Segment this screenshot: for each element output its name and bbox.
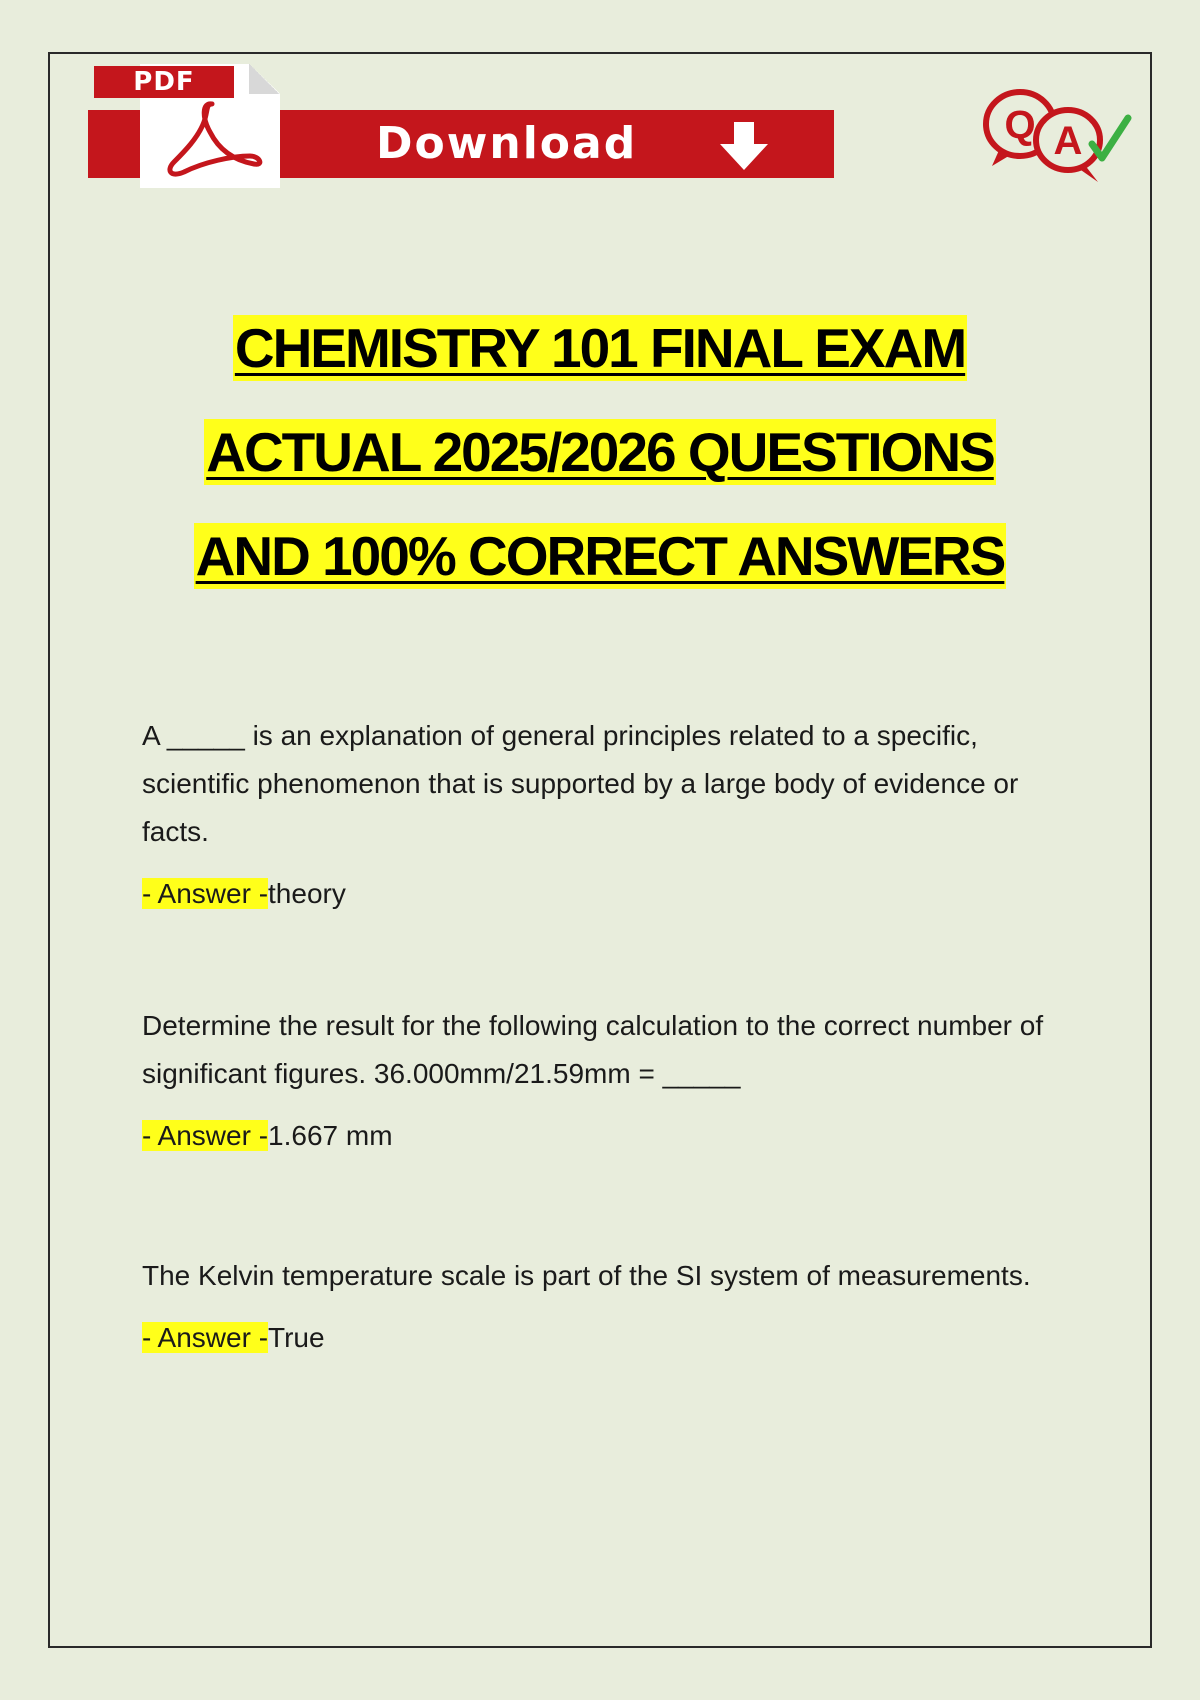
answer-blank: _____ [662,1058,741,1089]
download-label[interactable]: Download [376,118,638,169]
answer-label: - Answer - [142,878,269,909]
answer-label: - Answer - [142,1120,269,1151]
qa-item [142,1252,1082,1358]
answer-line [142,1116,1082,1156]
logo-a-letter: A [1053,119,1083,163]
answer-label: - Answer - [142,1322,269,1353]
logo-q-letter: Q [1004,103,1036,147]
qa-logo [980,82,1140,192]
qa-item [142,1002,1082,1156]
pdf-download-banner[interactable] [88,64,838,194]
answer-text: True [268,1322,325,1353]
question-text: Determine the result for the following calculation to the correct number of significant figures. 36.000mm/21.59mm = _____ [142,1010,1044,1089]
answer-text: 1.667 mm [268,1120,393,1151]
pdf-label: PDF [94,66,234,98]
title-line-1: CHEMISTRY 101 FINAL EXAM [234,317,966,379]
answer-text: theory [268,878,346,909]
acrobat-logo-icon [154,98,264,182]
document-title [60,315,1140,627]
title-line-2: ACTUAL 2025/2026 QUESTIONS [206,421,994,483]
answer-line [142,1318,1082,1358]
download-arrow-icon[interactable] [716,118,772,174]
qa-list [142,712,1082,1358]
page-fold-icon [249,64,280,94]
question-text: A _____ is an explanation of general principles related to a specific, scientific phenomenon that is supported by a large body of evidence or facts. [142,720,1019,847]
question-text: The Kelvin temperature scale is part of the SI system of measurements. [142,1260,1031,1291]
qa-item [142,712,1082,914]
answer-line [142,874,1082,914]
answer-blank: _____ [166,720,245,751]
title-line-3: AND 100% CORRECT ANSWERS [195,525,1005,587]
